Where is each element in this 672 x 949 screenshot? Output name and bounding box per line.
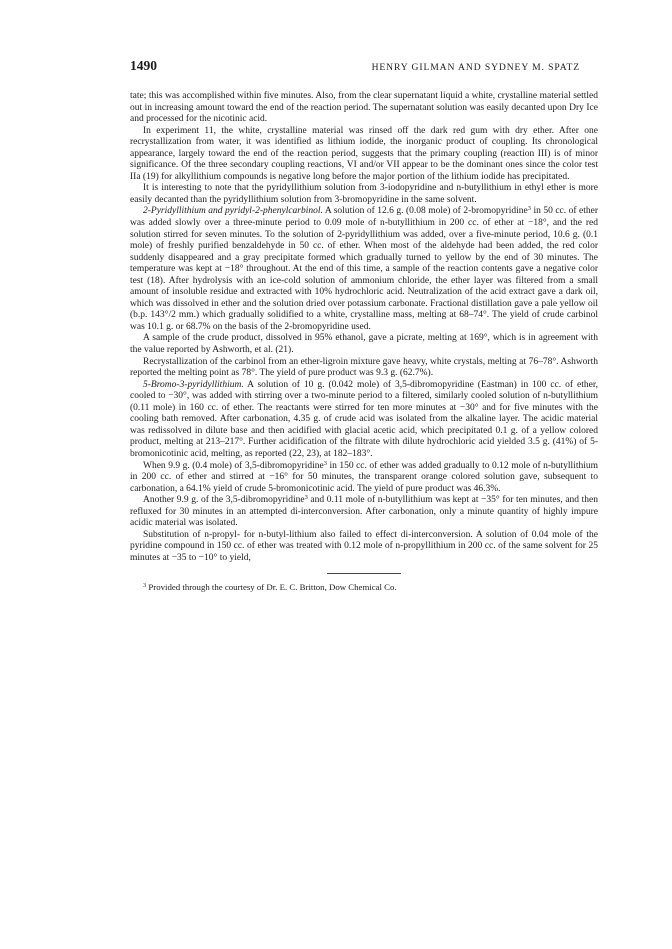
footnote-divider xyxy=(327,573,401,574)
paragraph-di-interconversion: Another 9.9 g. of the 3,5-dibromopyridine$^3$ and 0.11 mole of n-butyllithium was kept at −35° for ten minutes, and then refluxed for 30 minutes in an attempted di-interconversion. After carbonation, only a minute quantity of highly impure acidic material was isolated. xyxy=(130,493,598,529)
paragraph-recrystallization: Recrystallization of the carbinol from an ether-ligroin mixture gave heavy, white crystals, melting at 76–78°. Ashworth reported the melting point as 78°. The yield of pure product was 9.3 g. (62.7%). xyxy=(130,356,598,379)
paragraph-picrate: A sample of the crude product, dissolved in 95% ethanol, gave a picrate, melting at 169°, which is in agreement with the value reported by Ashworth, et al. (21). xyxy=(130,333,598,356)
footnote-mark: 3 xyxy=(143,582,147,590)
paragraph-2-pyridyllithium: 2-Pyridyllithium and pyridyl-2-phenylcarbinol. A solution of 12.6 g. (0.08 mole) of 2-bromopyridine$^3$ in 50 cc. of ether was added slowly over a three-minute period to 0.09 mole of n-butyllithium in 200 cc. of ether at −18°, and the red solution stirred for seven minutes. To the solution of 2-pyridyllithium was added, over a five-minute period, 10.6 g. (0.1 mole) of freshly purified benzaldehyde in 50 cc. of ether. When most of the aldehyde had been added, the red color suddenly disappeared and a gray precipitate formed which gradually turned to yellow by the end of 30 minutes. The temperature was kept at −18° throughout. At the end of this time, a sample of the reaction contents gave a negative color test (18). After hydrolysis with an ice-cold solution of ammonium chloride, the ether layer was filtered from a small amount of insoluble residue and extracted with 10% hydrochloric acid. Neutralization of the acid extract gave a dark oil, which was dissolved in ether and the solution dried over potassium carbonate. Fractional distillation gave a pale yellow oil (b.p. 143°/2 mm.) which gradually solidified to a white, crystalline mass, melting at 68–74°. The yield of crude carbinol was 10.1 g. or 68.7% on the basis of the 2-bromopyridine used. xyxy=(130,205,599,332)
paragraph-experiment-11: In experiment 11, the white, crystalline material was rinsed off the dark red gum with dry ether. After one recrystallization from water, it was identified as lithium iodide, the inorganic product of coupling. Its chronological appearance, largely toward the end of the reaction period, suggests that the primary coupling (reaction III) is of minor significance. Of the three secondary coupling reactions, VI and/or VII appear to be the dominant ones since the color test IIa (19) for alkyllithium compounds is negative long before the major portion of the lithium iodide has precipitated. xyxy=(130,125,598,182)
journal-page xyxy=(130,58,598,593)
paragraph-decantation-note: It is interesting to note that the pyridyllithium solution from 3-iodopyridine and n-butyllithium in ethyl ether is more easily decanted than the pyridyllithium solution from 3-bromopyridine in the same solvent. xyxy=(130,183,598,205)
footnote-text: Provided through the courtesy of Dr. E. C. Britton, Dow Chemical Co. xyxy=(148,582,397,593)
page-number: 1490 xyxy=(130,58,157,73)
footnote xyxy=(143,582,598,593)
paragraph-5-bromo-3-pyridyllithium: 5-Bromo-3-pyridyllithium. A solution of 10 g. (0.042 mole) of 3,5-dibromopyridine (Eastman) in 100 cc. of ether, cooled to −30°, was added with stirring over a two-minute period to a filtered, similarly cooled solution of n-butyllithium (0.11 mole) in 160 cc. of ether. The reactants were stirred for ten more minutes at −30° and for five minutes with the cooling bath removed. After carbonation, 4.35 g. of crude acid was isolated from the alkaline layer. The acidic material was redissolved in dilute base and then acidified with glacial acetic acid, which precipitated 0.1 g. of a yellow colored product, melting at 213–217°. Further acidification of the filtrate with dilute hydrochloric acid yielded 3.5 g. (41%) of 5-bromonicotinic acid, melting, as reported (22, 23), at 182–183°. xyxy=(130,379,599,459)
running-head: HENRY GILMAN AND SYDNEY M. SPATZ xyxy=(371,62,580,73)
paragraph-continuation: tate; this was accomplished within five minutes. Also, from the clear supernatant liquid a white, crystalline material settled out in increasing amount toward the end of the reaction period. The supernatant solution was easily decanted upon Dry Ice and processed for the nicotinic acid. xyxy=(130,91,598,125)
paragraph-n-propyl-substitution: Substitution of n-propyl- for n-butyl-lithium also failed to effect di-interconversion. A solution of 0.04 mole of the pyridine compound in 150 cc. of ether was treated with 0.12 mole of n-propyllithium in 200 cc. of the same solvent for 25 minutes at −35 to −10° to yield, xyxy=(130,529,598,563)
footnote-ref: 3 xyxy=(323,459,327,467)
article-body xyxy=(130,91,598,564)
footnote-ref: 3 xyxy=(527,205,531,213)
page-header xyxy=(130,58,598,78)
paragraph-dibromopyridine-run: When 9.9 g. (0.4 mole) of 3,5-dibromopyridine$^3$ in 150 cc. of ether was added gradually to 0.12 mole of n-butyllithium in 200 cc. of ether and stirred at −16° for 50 minutes, the transparent orange colored solution gave, subsequent to carbonation, a 64.1% yield of crude 5-bromonicotinic acid. The yield of pure product was 46.3%. xyxy=(130,459,598,494)
section-heading-2-pyridyllithium: 2-Pyridyllithium and pyridyl-2-phenylcarbinol. xyxy=(143,206,323,217)
footnote-ref: 3 xyxy=(304,493,308,501)
section-heading-5-bromo-3-pyridyllithium: 5-Bromo-3-pyridyllithium. xyxy=(143,379,244,390)
